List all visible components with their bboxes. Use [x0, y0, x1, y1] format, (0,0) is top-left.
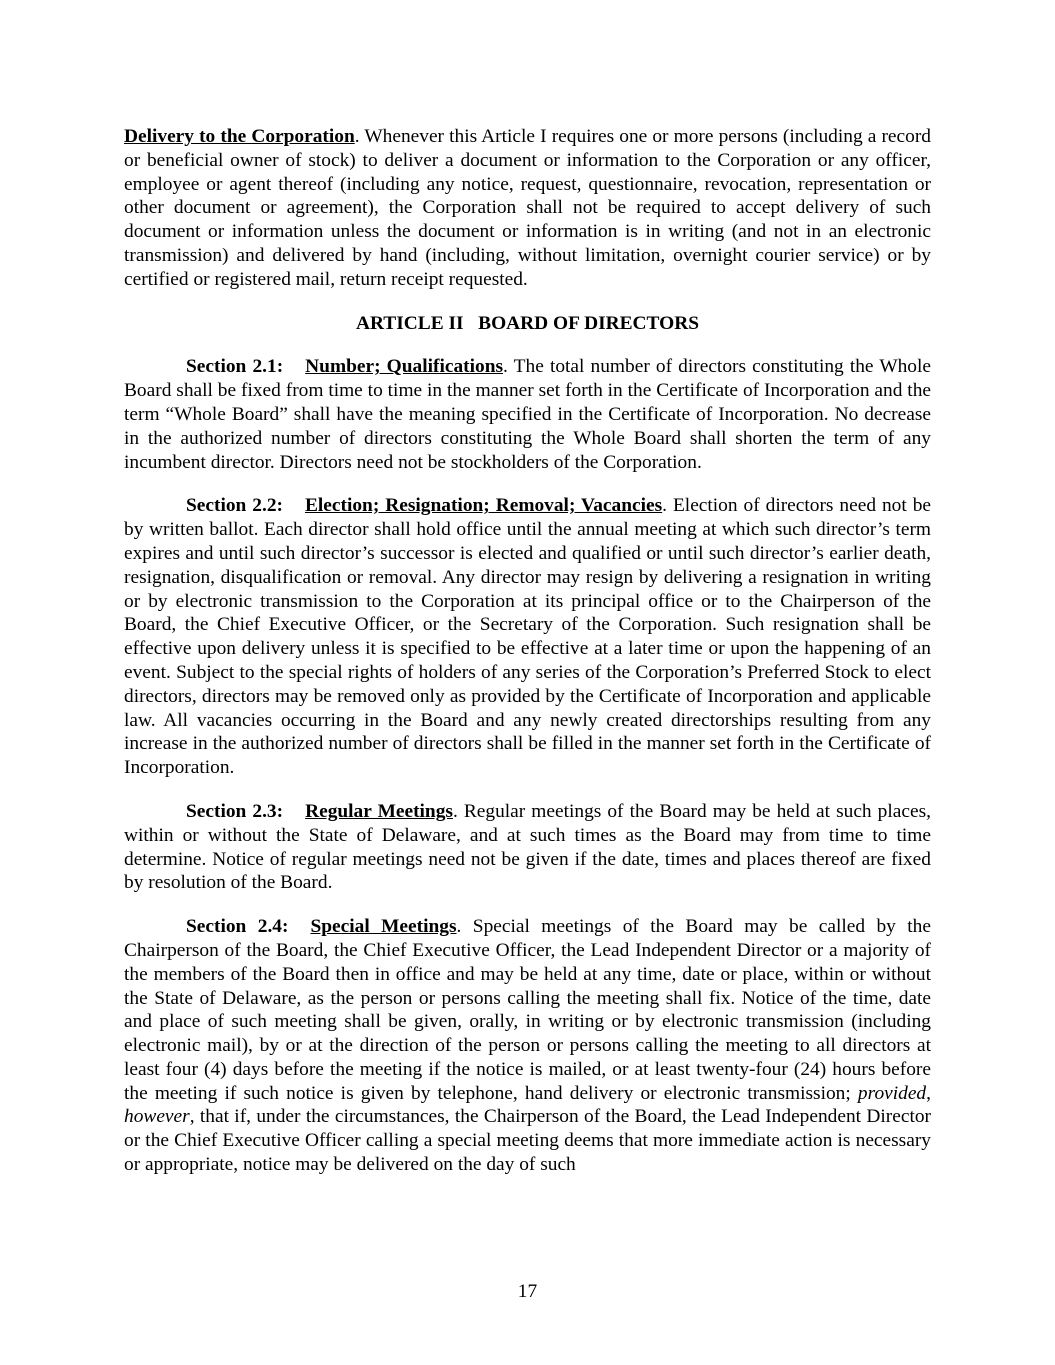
section-title: Special Meetings — [310, 916, 457, 938]
section-text: . Regular meetings of the Board may be held at such places, within or without the State of Delaware, and at such times as the Board may from time to time determine. Notice of regular meetings need not be given if the date, times and places thereof are fixed by resolution of the Board. — [124, 800, 931, 894]
section-text: . The total number of directors constituting the Whole Board shall be fixed from time to time in the manner set forth in the Certificate of Incorporation and the term “Whole Board” shall have the meaning specified in the Certificate of Incorporation. No decrease in the authorized number of directors constituting the Whole Board shall shorten the term of any incumbent director. Directors need not be stockholders of the Corporation. — [124, 356, 931, 473]
page-number: 17 — [517, 1281, 538, 1302]
article-heading: ARTICLE II BOARD OF DIRECTORS — [355, 312, 700, 334]
section-number: Section 2.4: — [186, 916, 289, 938]
comma-separator: , — [926, 1082, 931, 1104]
section-number: Section 2.3: — [186, 800, 284, 822]
section-2-2-paragraph — [124, 494, 931, 780]
delivery-title: Delivery to the Corporation — [124, 126, 355, 147]
italic-however: however — [124, 1106, 190, 1128]
section-number: Section 2.1: — [186, 356, 284, 378]
section-title: Election; Resignation; Removal; Vacancies — [304, 495, 663, 517]
section-number: Section 2.2: — [186, 495, 283, 517]
section-text: . Election of directors need not be by written ballot. Each director shall hold office until the annual meeting at which such director’s term expires and until such director’s successor is elected and qualified or until such director’s earlier death, resignation, disqualification or removal. Any director may resign by delivering a resignation in writing or by electronic transmission to the Corporation at its principal office or to the Chairperson of the Board, the Chief Executive Officer, or the Secretary of the Corporation. Such resignation shall be effective upon delivery unless it is specified to be effective at a later time or upon the happening of an event. Subject to the special rights of holders of any series of the Corporation’s Preferred Stock to elect directors, directors may be removed only as provided by the Certificate of Incorporation and applicable law. All vacancies occurring in the Board and any newly created directorships resulting from any increase in the authorized number of directors shall be filled in the manner set forth in the Certificate of Incorporation. — [124, 495, 932, 779]
section-title: Number; Qualifications — [305, 356, 504, 378]
delivery-paragraph — [124, 125, 931, 292]
section-2-3-paragraph — [124, 800, 931, 895]
section-text-part-1: . Special meetings of the Board may be called by the Chairperson of the Board, the Chief Executive Officer, the Lead Independent Director or a majority of the members of the Board then in office and may be held at any time, date or place, within or without the State of Delaware, as the person or persons calling the meeting shall fix. Notice of the time, date and place of such meeting shall be given, orally, in writing or by electronic transmission (including electronic mail), by or at the direction of the person or persons calling the meeting to all directors at least four (4) days before the meeting if the notice is mailed, or at least twenty-four (24) hours before the meeting if such notice is given by telephone, hand delivery or electronic transmission; — [124, 916, 931, 1104]
delivery-text: . Whenever this Article I requires one or more persons (including a record or beneficial owner of stock) to deliver a document or information to the Corporation or any officer, employee or agent thereof (including any notice, request, questionnaire, revocation, representation or other document or agreement), the Corporation shall not be required to accept delivery of such document or information unless the document or information is in writing (and not in an electronic transmission) and delivered by hand (including, without limitation, overnight courier service) or by certified or registered mail, return receipt requested. — [124, 126, 931, 290]
section-text-part-2: , that if, under the circumstances, the Chairperson of the Board, the Lead Independent Director or the Chief Executive Officer calling a special meeting deems that more immediate action is necessary or appropriate, notice may be delivered on the day of such — [124, 1106, 931, 1176]
section-2-4-paragraph — [124, 915, 931, 1177]
section-2-1-paragraph — [124, 355, 931, 474]
section-title: Regular Meetings — [305, 800, 453, 822]
document-body — [124, 125, 931, 1177]
italic-provided: provided — [857, 1082, 927, 1104]
